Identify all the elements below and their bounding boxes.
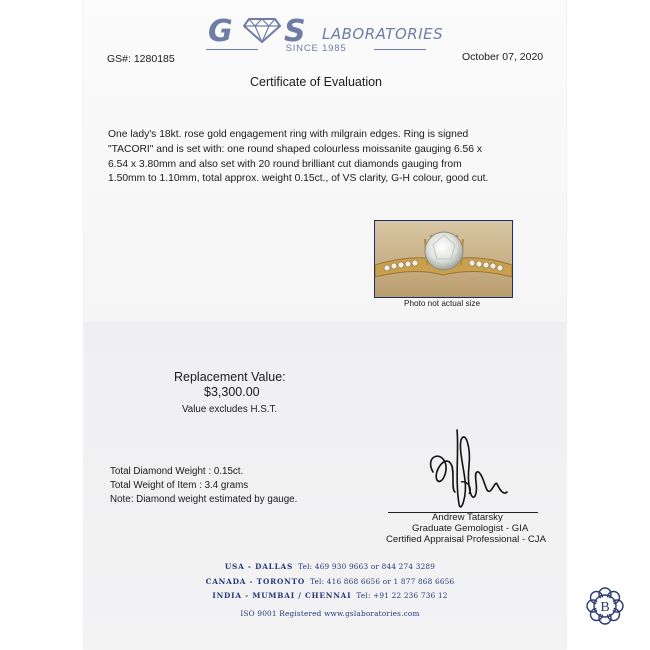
certificate-date: October 07, 2020 <box>462 51 544 63</box>
logo-since: SINCE 1985 <box>246 43 386 54</box>
footer-india <box>200 591 460 600</box>
logo-letter-g: G <box>208 14 233 49</box>
footer-india-phone: Tel: +91 22 236 736 12 <box>356 591 448 600</box>
footer-usa-phone: Tel: 469 930 9663 or 844 274 3289 <box>298 562 436 571</box>
footer-canada-phone: Tel: 416 868 6656 or 1 877 868 6656 <box>310 577 455 586</box>
diamond-logo-icon <box>243 17 281 43</box>
description-line: 6.54 x 3.80mm and also set with 20 round brilliant cut diamonds gauging from <box>108 158 462 170</box>
weight-note: Note: Diamond weight estimated by gauge. <box>110 494 298 505</box>
footer-usa-city: USA - DALLAS <box>224 562 294 571</box>
footer-india-city: INDIA - MUMBAI / CHENNAI <box>212 591 352 600</box>
gemologist-title: Graduate Gemologist - GIA <box>412 523 529 534</box>
total-diamond-weight: Total Diamond Weight : 0.15ct. <box>110 466 244 477</box>
signature <box>415 410 525 520</box>
gs-number: GS#: 1280185 <box>107 53 175 65</box>
brand-b-icon <box>585 586 625 626</box>
gemologist-name: Andrew Tatarsky <box>432 512 503 523</box>
description-line: One lady's 18kt. rose gold engagement ring with milgrain edges. Ring is signed <box>108 129 469 140</box>
replacement-value-label: Replacement Value: <box>174 370 286 384</box>
total-item-weight: Total Weight of Item : 3.4 grams <box>110 480 249 491</box>
footer-canada-city: CANADA - TORONTO <box>205 577 305 586</box>
description-line: 1.50mm to 1.10mm, total approx. weight 0.15ct., of VS clarity, G-H colour, good cut. <box>108 173 489 185</box>
ring-image <box>375 221 512 297</box>
footer-iso-website: ISO 9001 Registered www.gslaboratories.com <box>240 609 420 618</box>
replacement-value-note: Value excludes H.S.T. <box>182 404 278 415</box>
replacement-value-amount: $3,300.00 <box>204 385 260 399</box>
photo-caption: Photo not actual size <box>404 299 481 308</box>
item-description <box>108 128 553 187</box>
footer-canada <box>200 577 460 586</box>
certificate-title: Certificate of Evaluation <box>250 75 383 89</box>
ring-photo <box>374 220 513 298</box>
logo-letter-s: S <box>284 14 306 49</box>
footer-usa <box>200 562 460 571</box>
description-line: "TACORI" and is set with: one round shaped colourless moissanite gauging 6.56 x <box>108 143 483 155</box>
brand-letter: B <box>600 600 610 615</box>
logo-wordmark: LABORATORIES <box>322 25 444 43</box>
gemologist-title-2: Certified Appraisal Professional - CJA <box>386 534 546 545</box>
